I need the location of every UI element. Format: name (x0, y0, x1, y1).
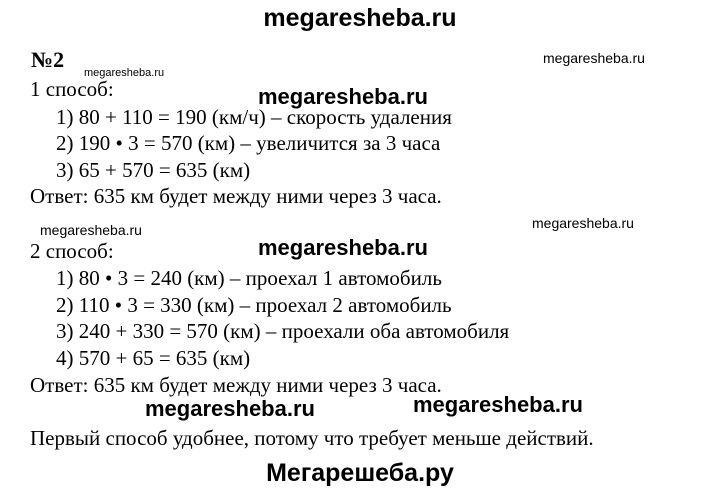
method1-step: 2) 190 • 3 = 570 (км) – увеличится за 3 часа (56, 131, 441, 155)
method2-step: 2) 110 • 3 = 330 (км) – проехал 2 автомобиль (56, 293, 452, 317)
method2-heading: 2 способ: (30, 239, 114, 263)
method2-answer: Ответ: 635 км будет между ними через 3 часа. (30, 373, 442, 397)
watermark-bottom: Мегарешеба.ру (266, 459, 454, 487)
method1-answer: Ответ: 635 км будет между ними через 3 часа. (30, 184, 442, 208)
watermark-mid: megaresheba.ru (145, 396, 315, 421)
method1-heading: 1 способ: (30, 77, 114, 101)
watermark-mid: megaresheba.ru (413, 392, 583, 417)
method2-step: 4) 570 + 65 = 635 (км) (56, 346, 251, 370)
watermark-small: megaresheba.ru (543, 50, 645, 66)
watermark-mid: megaresheba.ru (258, 235, 428, 260)
watermark-small: megaresheba.ru (40, 222, 142, 238)
method2-step: 1) 80 • 3 = 240 (км) – проехал 1 автомобиль (56, 266, 442, 290)
method1-step: 1) 80 + 110 = 190 (км/ч) – скорость удаления (56, 105, 452, 129)
method1-step: 3) 65 + 570 = 635 (км) (56, 158, 251, 182)
watermark-mid: megaresheba.ru (258, 84, 428, 109)
problem-number: №2 (31, 47, 65, 72)
watermark-tiny: megaresheba.ru (84, 67, 165, 79)
conclusion: Первый способ удобнее, потому что требует меньше действий. (30, 426, 594, 450)
watermark-small: megaresheba.ru (532, 215, 634, 231)
watermark-top: megaresheba.ru (263, 4, 457, 32)
method2-step: 3) 240 + 330 = 570 (км) – проехали оба автомобиля (56, 319, 510, 343)
